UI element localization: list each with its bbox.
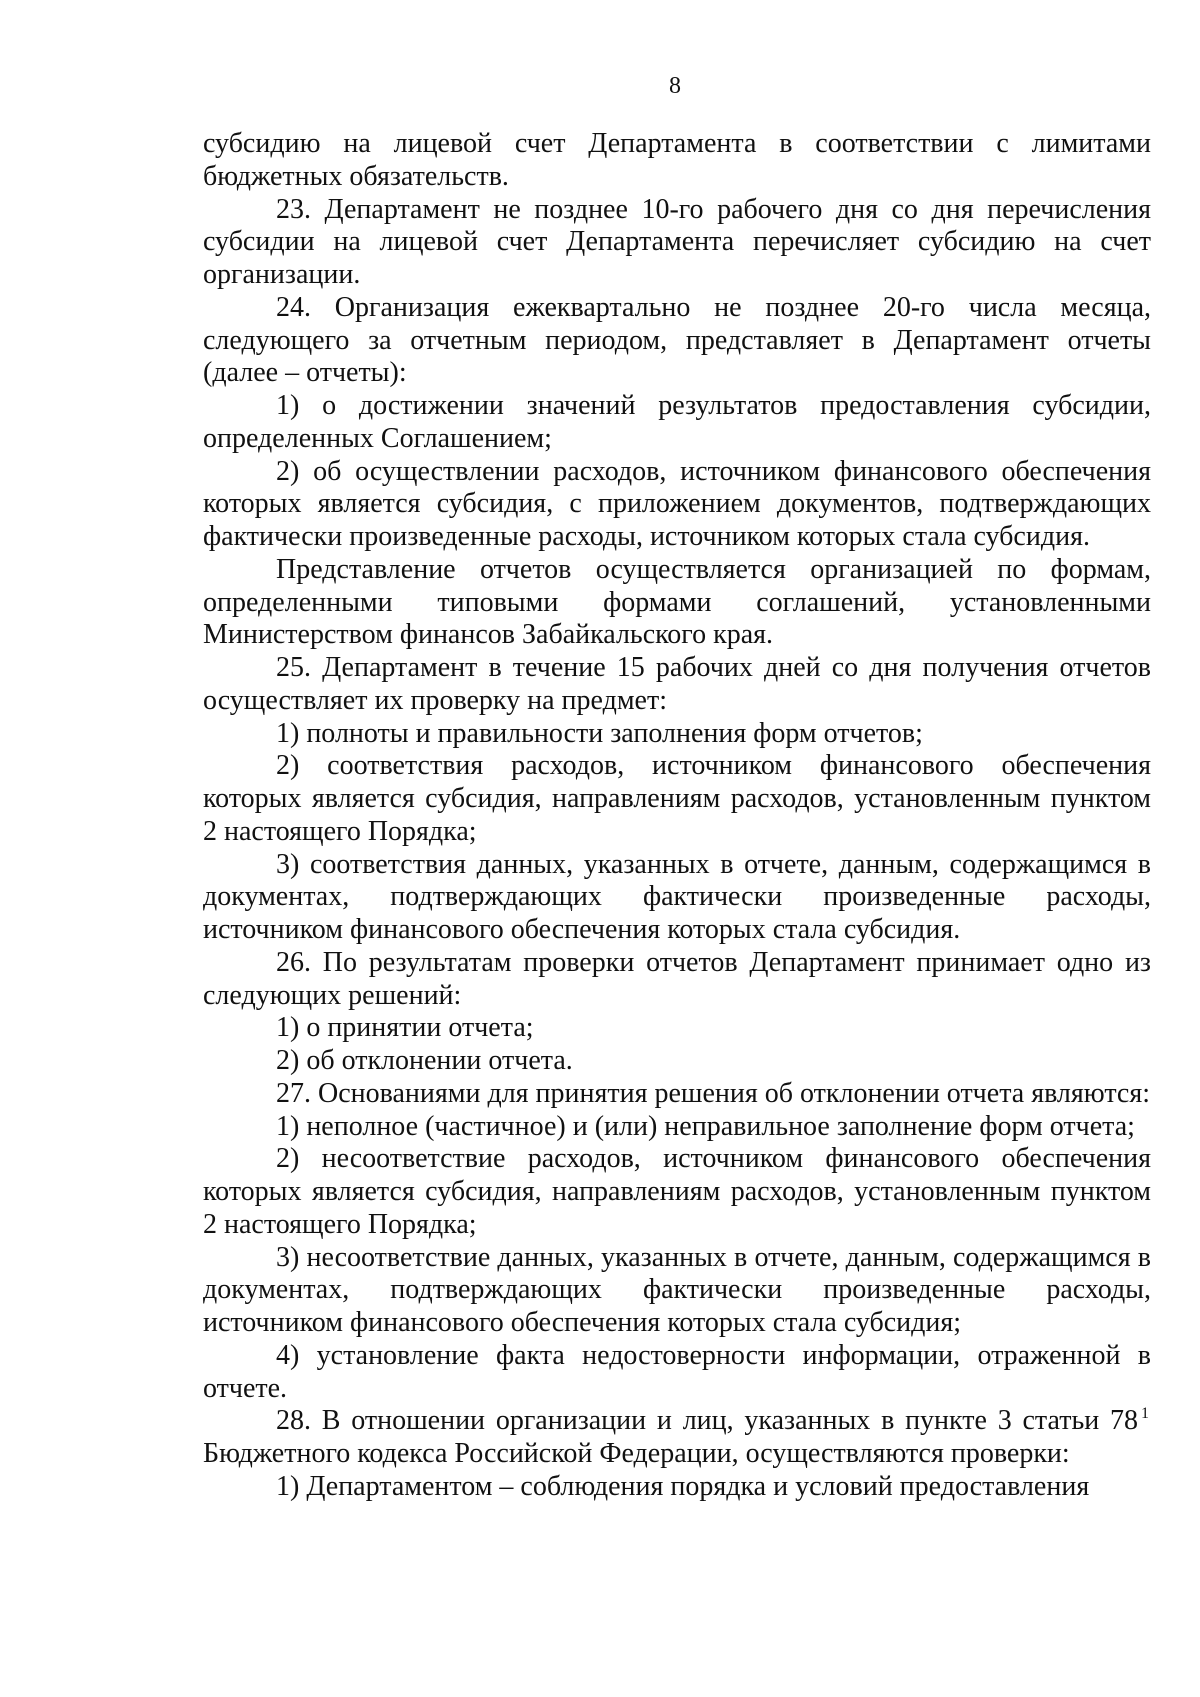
subitem-27-1: 1) неполное (частичное) и (или) неправильное заполнение форм отчета; — [276, 1110, 1135, 1142]
article-superscript: 1 — [1141, 1405, 1149, 1423]
subitem-25-1: 1) полноты и правильности заполнения форм отчетов; — [276, 717, 923, 749]
paragraph-item-28 — [203, 1405, 1151, 1471]
subitem-26-1: 1) о принятии отчета; — [276, 1012, 534, 1044]
document-body — [203, 128, 1151, 1504]
paragraph-report-forms: Представление отчетов осуществляется организацией по формам, определенными типовыми формами соглашений, установленными Министерством финансов Забайкальского края. — [203, 553, 1151, 651]
paragraph: субсидию на лицевой счет Департамента в соответствии с лимитами бюджетных обязательств. — [203, 128, 1151, 192]
subitem-27-2: 2) несоответствие расходов, источником финансового обеспечения которых является субсидия, направлениям расходов, установленным пунктом 2 настоящего Порядка; — [203, 1143, 1151, 1240]
paragraph-item-23: 23. Департамент не позднее 10-го рабочего дня со дня перечисления субсидии на лицевой счет Департамента перечисляет субсидию на счет организации. — [203, 193, 1151, 290]
subitem-24-2: 2) об осуществлении расходов, источником финансового обеспечения которых является субсидия, с приложением документов, подтверждающих фактически произведенные расходы, источником которых стала субсидия. — [203, 455, 1151, 552]
paragraph-item-26: 26. По результатам проверки отчетов Департамент принимает одно из следующих решений: — [203, 946, 1151, 1011]
subitem-25-3: 3) соответствия данных, указанных в отчете, данным, содержащимся в документах, подтверждающих фактически произведенные расходы, источником финансового обеспечения которых стала субсидия. — [203, 848, 1151, 945]
paragraph-item-27: 27. Основаниями для принятия решения об отклонении отчета являются: — [276, 1077, 1150, 1109]
subitem-25-2: 2) соответствия расходов, источником финансового обеспечения которых является субсидия, направлениям расходов, установленным пунктом 2 настоящего Порядка; — [203, 750, 1151, 847]
subitem-28-1: 1) Департаментом – соблюдения порядка и условий предоставления — [276, 1470, 1090, 1502]
subitem-24-1: 1) о достижении значений результатов предоставления субсидии, определенных Соглашением; — [203, 390, 1151, 454]
subitem-27-3: 3) несоответствие данных, указанных в отчете, данным, содержащимся в документах, подтверждающих фактически произведенные расходы, источником финансового обеспечения которых стала субсидия; — [203, 1241, 1151, 1338]
paragraph-item-28-start: 28. В отношении организации и лиц, указанных в пункте 3 статьи 78 — [276, 1405, 1138, 1437]
page-number: 8 — [669, 73, 681, 99]
paragraph-item-24: 24. Организация ежеквартально не позднее 20-го числа месяца, следующего за отчетным периодом, представляет в Департамент отчеты (далее – отчеты): — [203, 291, 1151, 389]
subitem-27-4: 4) установление факта недостоверности информации, отраженной в отчете. — [203, 1339, 1151, 1404]
paragraph-item-25: 25. Департамент в течение 15 рабочих дней со дня получения отчетов осуществляет их проверку на предмет: — [203, 652, 1151, 716]
subitem-26-2: 2) об отклонении отчета. — [276, 1045, 573, 1076]
paragraph-item-28-end: Бюджетного кодекса Российской Федерации, осуществляются проверки: — [203, 1438, 1070, 1469]
